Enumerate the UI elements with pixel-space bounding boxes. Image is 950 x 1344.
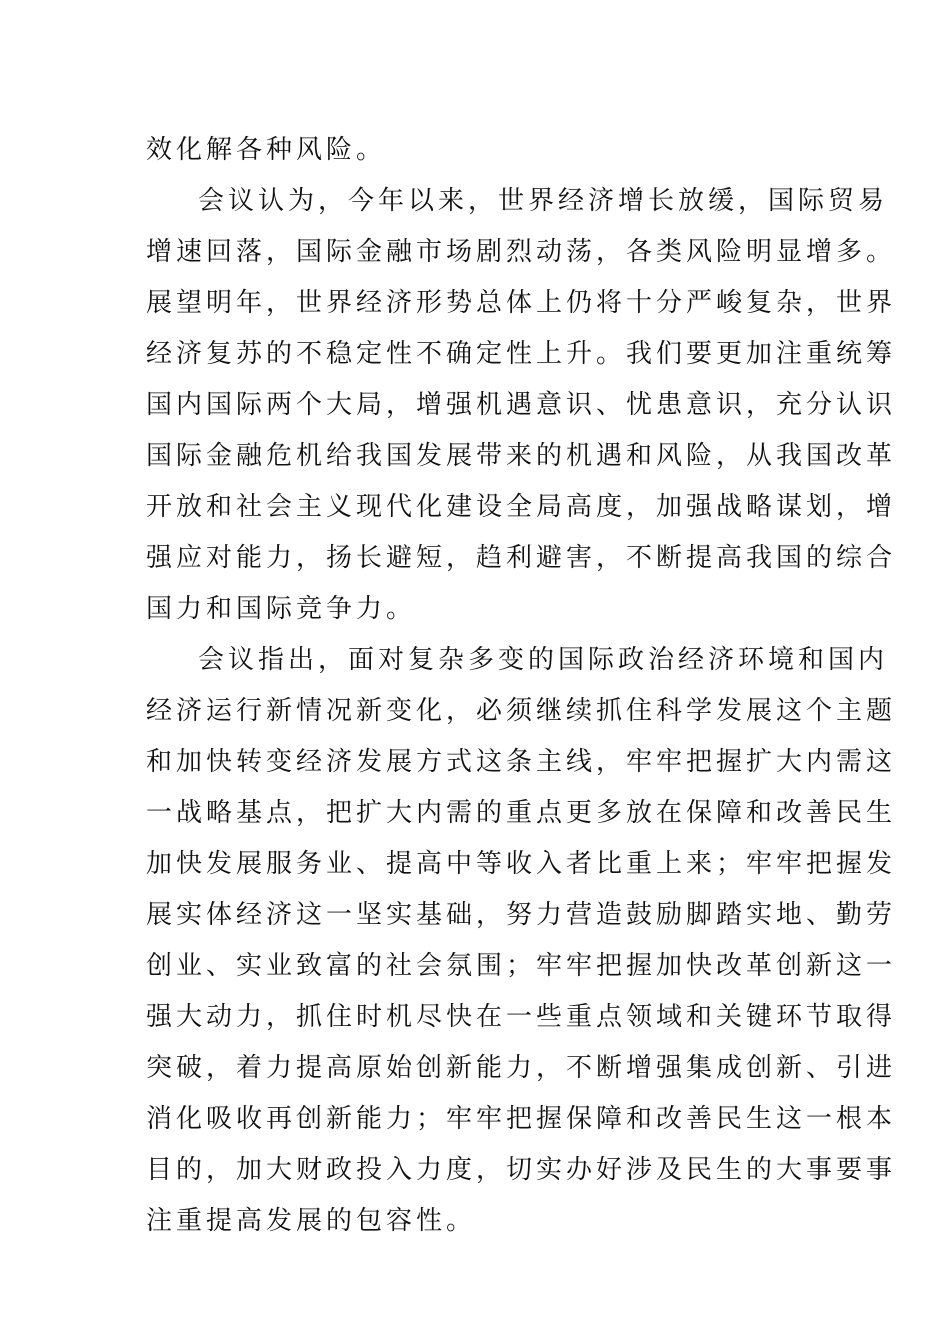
text-line: 经济复苏的不稳定性不确定性上升。我们要更加注重统筹 [146,339,897,369]
text-line: 和加快转变经济发展方式这条主线，牢牢把握扩大内需这 [146,747,897,777]
text-line: 效化解各种风险。 [146,135,387,165]
text-line: 注重提高发展的包容性。 [146,1206,477,1236]
text-line: 创业、实业致富的社会氛围；牢牢把握加快改革创新这一 [146,951,897,981]
text-line: 国际金融危机给我国发展带来的机遇和风险，从我国改革 [146,441,897,471]
paragraph-start-line: 会议认为，今年以来，世界经济增长放缓，国际贸易 [198,186,889,216]
text-line: 开放和社会主义现代化建设全局高度，加强战略谋划，增 [146,492,897,522]
text-line: 一战略基点，把扩大内需的重点更多放在保障和改善民生 [146,798,897,828]
text-line: 展望明年，世界经济形势总体上仍将十分严峻复杂，世界 [146,288,897,318]
text-line: 国内国际两个大局，增强机遇意识、忧患意识，充分认识 [146,390,897,420]
text-line: 强大动力，抓住时机尽快在一些重点领域和关键环节取得 [146,1002,897,1032]
text-line: 国力和国际竞争力。 [146,594,417,624]
text-line: 加快发展服务业、提高中等收入者比重上来；牢牢把握发 [146,849,897,879]
text-line: 强应对能力，扬长避短，趋利避害，不断提高我国的综合 [146,543,897,573]
text-line: 目的，加大财政投入力度，切实办好涉及民生的大事要事 [146,1155,897,1185]
text-line: 突破，着力提高原始创新能力，不断增强集成创新、引进 [146,1053,897,1083]
text-line: 展实体经济这一坚实基础，努力营造鼓励脚踏实地、勤劳 [146,900,897,930]
text-line: 消化吸收再创新能力；牢牢把握保障和改善民生这一根本 [146,1104,897,1134]
paragraph-start-line: 会议指出，面对复杂多变的国际政治经济环境和国内 [198,645,889,675]
text-line: 经济运行新情况新变化，必须继续抓住科学发展这个主题 [146,696,897,726]
text-line: 增速回落，国际金融市场剧烈动荡，各类风险明显增多。 [146,237,897,267]
